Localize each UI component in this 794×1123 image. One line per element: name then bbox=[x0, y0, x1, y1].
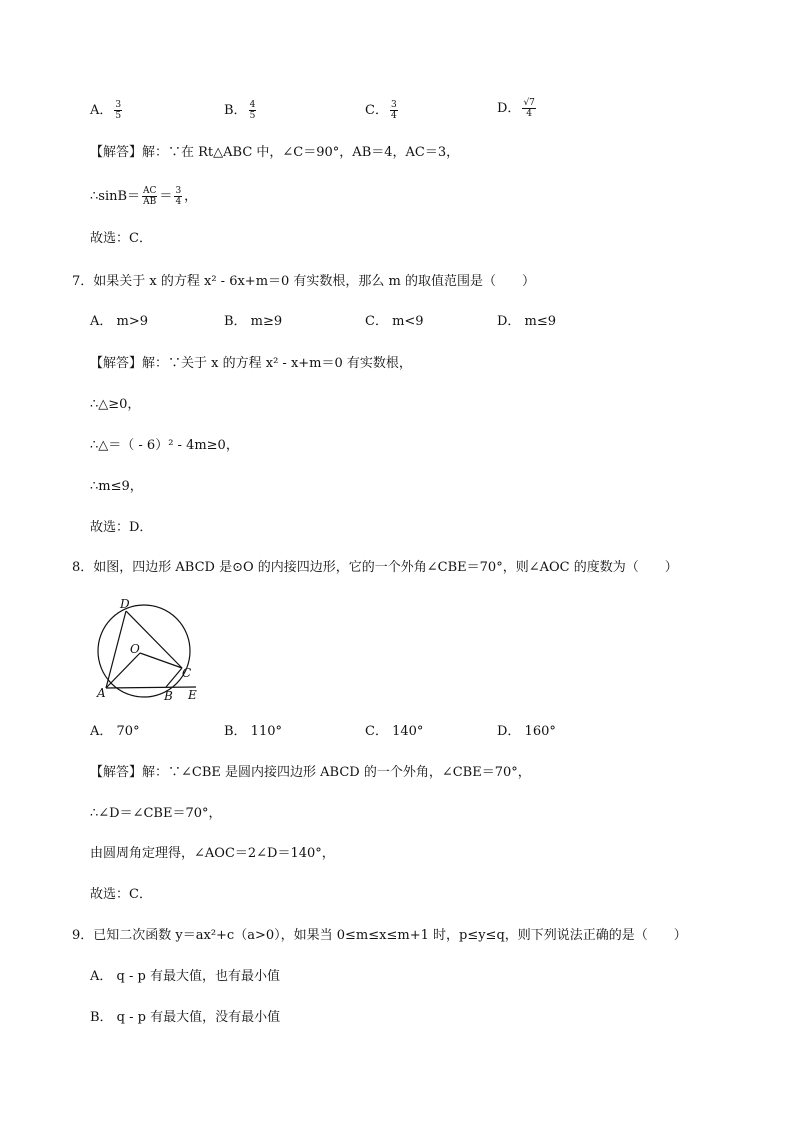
fraction: $\frac{4}{5}$ bbox=[249, 100, 256, 121]
q7-stem: 7．如果关于 x 的方程 x² - 6x+m＝0 有实数根，那么 m 的取值范围是（ ） bbox=[72, 274, 536, 289]
label-o: O bbox=[130, 642, 140, 656]
q8-answer-line-2: ∴∠D＝∠CBE＝70°， bbox=[90, 806, 222, 821]
q6-option-d: D． $\frac{√7}{4}$ bbox=[497, 98, 535, 119]
segment-oc bbox=[140, 653, 182, 668]
segment-ae bbox=[106, 687, 196, 688]
q8-choose: 故选：C． bbox=[90, 887, 152, 902]
q6-option-b: B． $\frac{4}{5}$ bbox=[224, 100, 256, 121]
segment-cb bbox=[166, 668, 182, 687]
q7-option-c: C． m<9 bbox=[365, 314, 424, 329]
q9-option-a: A． q - p 有最大值，也有最小值 bbox=[90, 969, 280, 984]
circle-quadrilateral-figure bbox=[88, 596, 218, 706]
q7-option-a: A． m>9 bbox=[90, 314, 149, 329]
q8-stem: 8．如图，四边形 ABCD 是⊙O 的内接四边形，它的一个外角∠CBE＝70°，则∠AOC 的度数为（ ） bbox=[72, 560, 678, 575]
q7-option-d: D． m≤9 bbox=[497, 314, 557, 329]
label-b: B bbox=[164, 689, 173, 703]
q9-stem: 9．已知二次函数 y＝ax²+c（a>0），如果当 0≤m≤x≤m+1 时，p≤y≤q，则下列说法正确的是（ ） bbox=[72, 928, 687, 943]
segment-ad bbox=[106, 611, 126, 688]
q8-option-c: C． 140° bbox=[365, 724, 424, 739]
q7-choose: 故选：D． bbox=[90, 520, 153, 535]
q7-option-b: B． m≥9 bbox=[224, 314, 283, 329]
q6-option-a: A． $\frac{3}{5}$ bbox=[90, 100, 122, 121]
fraction: $\frac{√7}{4}$ bbox=[523, 98, 535, 119]
fraction: $\frac{AC}{AB}$ bbox=[143, 186, 157, 207]
q6-option-c: C． $\frac{3}{4}$ bbox=[365, 100, 397, 121]
q6-answer-line-1: 【解答】解：∵在 Rt△ABC 中，∠C＝90°，AB＝4，AC＝3， bbox=[90, 145, 460, 160]
q7-answer-line-4: ∴m≤9， bbox=[90, 479, 143, 494]
circle-o bbox=[98, 605, 190, 697]
label-a: A bbox=[97, 686, 106, 700]
label-e: E bbox=[188, 688, 197, 702]
q8-option-a: A． 70° bbox=[90, 724, 140, 739]
q6-answer-line-2: ∴sinB＝ $\frac{AC}{AB}$ ＝ $\frac{3}{4}$ ， bbox=[90, 186, 198, 207]
q8-answer-line-3: 由圆周角定理得，∠AOC＝2∠D＝140°， bbox=[90, 846, 335, 861]
q9-option-b: B． q - p 有最大值，没有最小值 bbox=[90, 1010, 281, 1025]
q7-answer-line-3: ∴△＝（ - 6）² - 4m≥0， bbox=[90, 438, 239, 453]
fraction: $\frac{3}{4}$ bbox=[175, 186, 182, 207]
q8-option-b: B． 110° bbox=[224, 724, 282, 739]
q7-answer-line-1: 【解答】解：∵关于 x 的方程 x² - x+m＝0 有实数根， bbox=[90, 356, 412, 371]
q8-option-d: D． 160° bbox=[497, 724, 556, 739]
q8-answer-line-1: 【解答】解：∵∠CBE 是圆内接四边形 ABCD 的一个外角，∠CBE＝70°， bbox=[90, 765, 531, 780]
label-c: C bbox=[182, 666, 192, 680]
label-d: D bbox=[120, 597, 130, 611]
fraction: $\frac{3}{5}$ bbox=[115, 100, 122, 121]
q7-answer-line-2: ∴△≥0， bbox=[90, 397, 141, 412]
q6-choose: 故选：C． bbox=[90, 231, 152, 246]
fraction: $\frac{3}{4}$ bbox=[390, 100, 397, 121]
